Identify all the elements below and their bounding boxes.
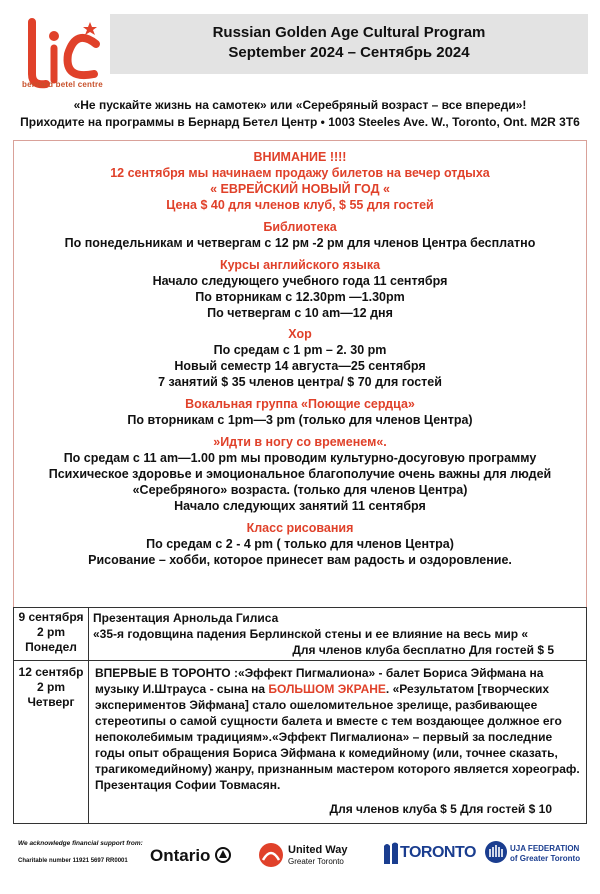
uja-region: of Greater Toronto bbox=[510, 854, 581, 863]
united-way-icon bbox=[258, 842, 284, 868]
united-way-name: United Way bbox=[288, 844, 348, 856]
section-title: Вокальная группа «Поющие сердца» bbox=[185, 397, 415, 411]
united-way-logo bbox=[288, 844, 348, 868]
section-line: По средам с 11 am—1.00 pm мы проводим культурно-досуговую программу bbox=[63, 451, 537, 465]
trillium-icon bbox=[215, 847, 231, 863]
section-title: Библиотека bbox=[263, 220, 337, 234]
uja-icon bbox=[484, 840, 508, 864]
date-weekday: Четверг bbox=[27, 695, 75, 709]
schedule-table bbox=[13, 607, 587, 824]
announcement-line: ВНИМАНИЕ !!!! bbox=[253, 150, 347, 164]
program-box bbox=[13, 140, 587, 608]
section-drawing bbox=[14, 520, 586, 568]
event-text-part: ВПЕРВЫЕ В ТОРОНТО :«Эффект Пигмалиона» - балет Бориса Эйфмана на музыку И.Штрауса - сына на bbox=[95, 666, 544, 696]
event-line: Презентация Арнольда Гилиса bbox=[93, 611, 279, 625]
acknowledgement: We acknowledge financial support from: bbox=[18, 840, 143, 847]
footer bbox=[0, 822, 600, 894]
event-description bbox=[89, 661, 587, 824]
section-stride bbox=[14, 434, 586, 514]
section-line: По понедельникам и четвергам с 12 рм -2 рм для членов Центра бесплатно bbox=[64, 236, 536, 250]
event-text bbox=[95, 665, 580, 793]
ontario-wordmark: Ontario bbox=[150, 846, 211, 865]
table-row bbox=[14, 608, 587, 661]
section-line: Начало следующих занятий 11 сентября bbox=[174, 499, 426, 513]
section-choir bbox=[14, 326, 586, 390]
event-price: Для членов клуба $ 5 Для гостей $ 10 bbox=[329, 802, 552, 816]
date-time: 2 рm bbox=[36, 625, 65, 639]
uja-name: UJA FEDERATION bbox=[510, 844, 580, 853]
program-subtitle: September 2024 – Сентябрь 2024 bbox=[228, 44, 470, 61]
date-weekday: Понедел bbox=[25, 640, 77, 654]
section-title: Курсы английского языка bbox=[219, 258, 381, 272]
announcement-line: « ЕВРЕЙСКИЙ НОВЫЙ ГОД « bbox=[210, 182, 390, 196]
toronto-logo: TORONTO bbox=[400, 844, 476, 861]
event-description bbox=[89, 608, 587, 661]
section-line: «Серебряного» возраста. (только для членов Центра) bbox=[132, 483, 468, 497]
intro bbox=[0, 97, 600, 131]
section-line: По средам с 2 - 4 рm ( только для членов Центра) bbox=[146, 537, 454, 551]
ontario-logo bbox=[150, 846, 231, 866]
section-vocal bbox=[14, 396, 586, 428]
section-title: »Идти в ногу со временем«. bbox=[213, 435, 387, 449]
program-title: Russian Golden Age Cultural Program bbox=[212, 24, 486, 41]
announcement-line: Цена $ 40 для членов клуб, $ 55 для гостей bbox=[166, 198, 434, 212]
date-day: 12 сентябр bbox=[18, 665, 84, 679]
united-way-region: Greater Toronto bbox=[288, 857, 344, 866]
table-row bbox=[14, 661, 587, 824]
announcement-line: 12 сентября мы начинаем продажу билетов на вечер отдыха bbox=[110, 166, 490, 180]
section-title: Класс рисования bbox=[246, 521, 354, 535]
intro-line-1: «Не пускайте жизнь на самотек» или «Серебряный возраст – все впереди»! bbox=[73, 98, 527, 112]
event-line: «35-я годовщина падения Берлинской стены и ее влияние на весь мир « bbox=[93, 627, 529, 641]
announcement bbox=[14, 149, 586, 213]
section-line: Рисование – хобби, которое принесет вам радость и оздоровление. bbox=[88, 553, 512, 567]
section-line: По четвергам с 10 am—12 дня bbox=[207, 306, 393, 320]
section-library bbox=[14, 219, 586, 251]
event-text-part: . «Результатом [творческих экспериментов Эйфмана] стало ошеломительное зрелище, разбивающее стереотипы о самой сущности балета и вместе с тем воздающее должное его непоколебимым традициям».«Эффект Пигмалиона» – первый за последние годы опыт обращения Бориса Эйфмана к комедийному (или, точнее сказать, трагикомедийному) жанру, признанным мастером которого является хореограф. Презентация Софии Товмасян. bbox=[95, 682, 580, 792]
date-day: 9 сентября bbox=[18, 610, 84, 624]
section-english bbox=[14, 257, 586, 321]
event-date bbox=[14, 608, 89, 661]
section-line: По средам с 1 рm – 2. 30 рm bbox=[213, 343, 387, 357]
section-line: По вторникам с 12.30рm —1.30рm bbox=[195, 290, 405, 304]
section-line: Психическое здоровье и эмоциональное благополучие очень важны для людей bbox=[48, 467, 552, 481]
header-box bbox=[110, 14, 588, 74]
event-date bbox=[14, 661, 89, 824]
section-title: Хор bbox=[288, 327, 312, 341]
section-line: По вторникам с 1рm—3 рm (только для членов Центра) bbox=[127, 413, 473, 427]
section-line: 7 занятий $ 35 членов центра/ $ 70 для гостей bbox=[158, 375, 442, 389]
charity-number: Charitable number 11921 5697 RR0001 bbox=[18, 858, 128, 864]
section-line: Начало следующего учебного года 11 сентября bbox=[152, 274, 448, 288]
section-line: Новый семестр 14 августа—25 сентября bbox=[174, 359, 426, 373]
city-hall-icon bbox=[382, 842, 400, 864]
date-time: 2 рm bbox=[36, 680, 65, 694]
logo-text: bernard betel centre bbox=[22, 80, 103, 89]
uja-logo bbox=[510, 844, 580, 864]
intro-line-2: Приходите на программы в Бернард Бетел Центр • 1003 Steeles Ave. W., Toronto, Ont. M2R 3T6 bbox=[20, 115, 580, 129]
event-text-highlight: БОЛЬШОМ ЭКРАНЕ bbox=[268, 682, 386, 696]
event-price: Для членов клуба бесплатно Для гостей $ 5 bbox=[292, 643, 554, 657]
